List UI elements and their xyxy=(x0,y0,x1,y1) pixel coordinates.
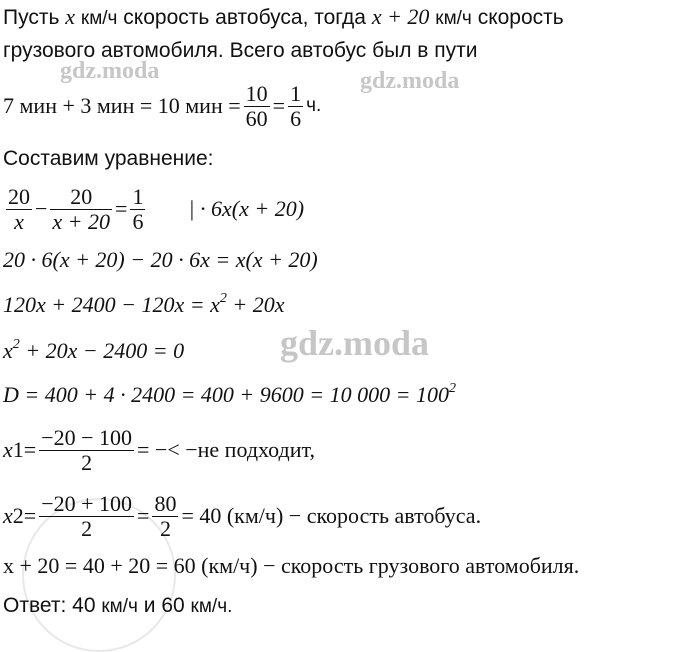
fraction-1-6: $\frac{1}{6}$ xyxy=(290,80,302,131)
root-x1: x 1 = $\frac{-20 - 100}{2}$ = −< −не подходит, xyxy=(3,424,315,475)
discriminant: D = 400 + 4 · 2400 = 400 + 9600 = 10 $000 = 100^2$ xyxy=(3,381,456,407)
fraction-80-2: $\frac{80}{2}$ xyxy=(154,490,177,541)
section-heading: Составим уравнение: xyxy=(3,147,214,170)
equation-step-1: 20 · 6(x + 20) − 20 · 6x = x(x + 20) xyxy=(3,247,318,272)
fraction-20-x: $\frac{20}{x}$ xyxy=(8,183,30,234)
root-x2: x 2 = $\frac{-20 + 100}{2}$ = $\frac{80}{2}$ = 40 (км/ч) − скорость автобуса. xyxy=(3,490,482,541)
fraction-x1: $\frac{-20 - 100}{2}$ xyxy=(41,424,133,475)
quadratic-equation: $x^2 + 20x - 2400 = 0$ xyxy=(3,337,185,363)
fraction-10-60: $\frac{10}{60}$ xyxy=(245,80,268,131)
watermark: gdz.moda xyxy=(60,58,160,84)
fraction-20-x-plus-20: $\frac{20}{x + 20}$ xyxy=(52,183,111,234)
fraction-x2: $\frac{-20 + 100}{2}$ xyxy=(41,490,133,541)
fraction-1-6: $\frac{1}{6}$ xyxy=(132,183,144,234)
truck-speed-line: x + 20 = 40 + 20 = 60 (км/ч) − скорость грузового автомобиля. xyxy=(3,553,580,578)
equation-step-2: $120x + 2400 - 120x = x^2 + 20x$ xyxy=(3,291,285,317)
watermark: gdz.moda xyxy=(360,68,460,94)
watermark: gdz.moda xyxy=(280,323,430,363)
text-line-2: грузового автомобиля. Всего автобус был в пути xyxy=(3,39,478,62)
text-line-1: Пусть x км/ч скорость автобуса, тогда x + 20 км/ч скорость xyxy=(3,4,564,29)
time-equation: 7 мин + 3 мин = 10 мин = $\frac{10}{60}$ = $\frac{1}{6}$ ч. xyxy=(3,80,322,131)
answer-line: Ответ: 40 км/ч и 60 км/ч. xyxy=(3,594,233,617)
main-equation: $\frac{20}{x}$ − $\frac{20}{x + 20}$ = $\frac{1}{6}$ | · 6x(x + 20) xyxy=(8,183,305,234)
